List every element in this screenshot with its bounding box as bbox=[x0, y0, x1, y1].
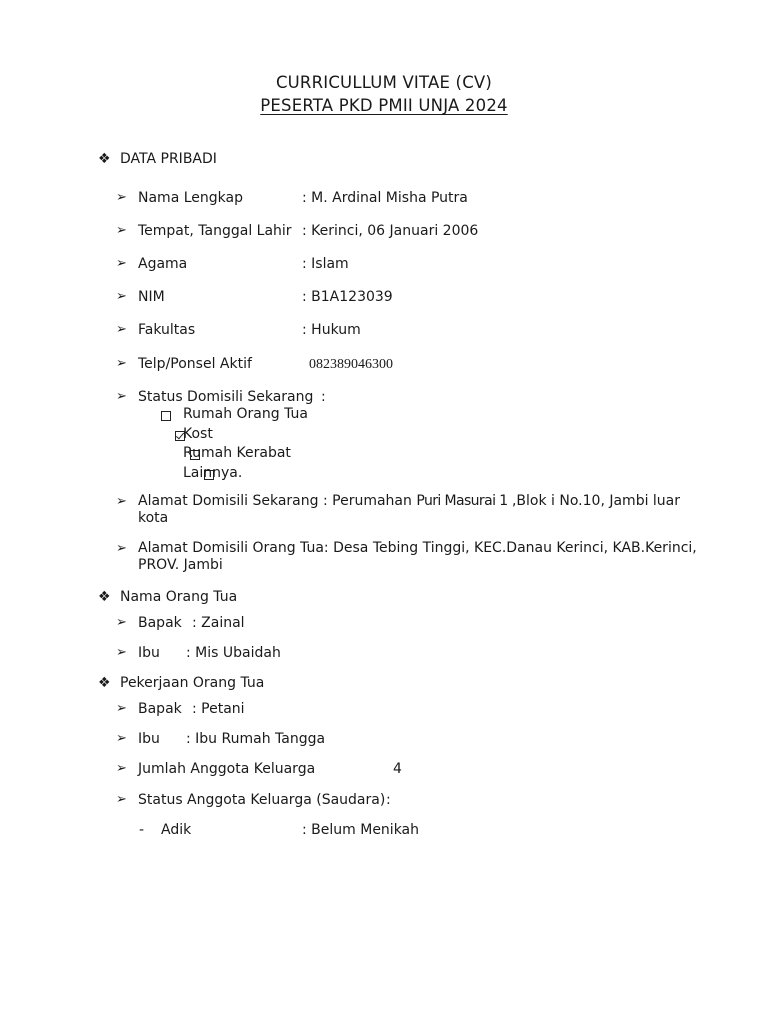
label-sibling-status: Status Anggota Keluarga (Saudara) bbox=[138, 792, 386, 808]
current-address-prefix: : Perumahan bbox=[322, 493, 417, 509]
label-father: Bapak bbox=[138, 615, 182, 631]
arrow-bullet-icon: ➢ bbox=[116, 494, 127, 509]
document-title: CURRICULLUM VITAE (CV) bbox=[275, 73, 493, 92]
parent-address: Alamat Domisili Orang Tua: Desa Tebing Tinggi, KEC.Danau Kerinci, KAB.Kerinci, PROV. Jambi bbox=[138, 540, 697, 573]
arrow-bullet-icon: ➢ bbox=[116, 356, 127, 371]
domicile-option: Kost bbox=[183, 426, 213, 442]
label-phone: Telp/Ponsel Aktif bbox=[138, 356, 252, 372]
label-family-count: Jumlah Anggota Keluarga bbox=[138, 761, 316, 777]
diamond-bullet-icon: ❖ bbox=[98, 675, 111, 691]
value-family-count: 4 bbox=[393, 761, 402, 777]
arrow-bullet-icon: ➢ bbox=[116, 190, 127, 205]
value-full-name: : M. Ardinal Misha Putra bbox=[302, 190, 468, 206]
arrow-bullet-icon: ➢ bbox=[116, 731, 127, 746]
value-sibling-status: : Belum Menikah bbox=[302, 822, 420, 838]
label-faculty: Fakultas bbox=[138, 322, 196, 338]
arrow-bullet-icon: ➢ bbox=[116, 792, 127, 807]
label-religion: Agama bbox=[138, 256, 188, 272]
label-father-job: Bapak bbox=[138, 701, 182, 717]
value-faculty: : Hukum bbox=[302, 322, 361, 338]
arrow-bullet-icon: ➢ bbox=[116, 701, 127, 716]
arrow-bullet-icon: ➢ bbox=[116, 615, 127, 630]
value-birth: : Kerinci, 06 Januari 2006 bbox=[302, 223, 479, 239]
arrow-bullet-icon: ➢ bbox=[116, 541, 127, 556]
label-mother-job: Ibu bbox=[138, 731, 160, 747]
checkbox-icon bbox=[161, 411, 171, 421]
label-sibling: Adik bbox=[161, 822, 192, 838]
section-heading-personal: DATA PRIBADI bbox=[120, 151, 217, 167]
value-religion: : Islam bbox=[302, 256, 349, 272]
diamond-bullet-icon: ❖ bbox=[98, 589, 111, 605]
current-address bbox=[138, 493, 683, 527]
label-mother: Ibu bbox=[138, 645, 160, 661]
value-nim: : B1A123039 bbox=[302, 289, 393, 305]
arrow-bullet-icon: ➢ bbox=[116, 761, 127, 776]
label-full-name: Nama Lengkap bbox=[138, 190, 243, 206]
arrow-bullet-icon: ➢ bbox=[116, 223, 127, 238]
label-current-address: Alamat Domisili Sekarang bbox=[138, 493, 319, 509]
value-father-name: : Zainal bbox=[192, 615, 245, 631]
value-phone: 082389046300 bbox=[309, 357, 393, 372]
domicile-status-colon: : bbox=[321, 389, 326, 405]
section-heading-jobs: Pekerjaan Orang Tua bbox=[120, 675, 265, 691]
diamond-bullet-icon: ❖ bbox=[98, 151, 111, 167]
arrow-bullet-icon: ➢ bbox=[116, 256, 127, 271]
dash-bullet: - bbox=[139, 822, 145, 838]
document-subtitle: PESERTA PKD PMII UNJA 2024 bbox=[260, 96, 508, 115]
label-birth: Tempat, Tanggal Lahir bbox=[138, 223, 292, 239]
value-mother-name: : Mis Ubaidah bbox=[186, 645, 281, 661]
sibling-status-colon: : bbox=[386, 792, 391, 808]
label-nim: NIM bbox=[138, 289, 165, 305]
domicile-option: Lainnya. bbox=[183, 465, 243, 481]
current-address-street: Puri Masurai 1 bbox=[416, 493, 508, 509]
section-heading-parents: Nama Orang Tua bbox=[120, 589, 238, 605]
arrow-bullet-icon: ➢ bbox=[116, 289, 127, 304]
arrow-bullet-icon: ➢ bbox=[116, 389, 127, 404]
arrow-bullet-icon: ➢ bbox=[116, 645, 127, 660]
domicile-option: Rumah Orang Tua bbox=[183, 406, 308, 422]
current-address-suffix: ,Blok i No.10, Jambi luar kota bbox=[138, 493, 681, 526]
value-mother-job: : Ibu Rumah Tangga bbox=[186, 731, 326, 747]
arrow-bullet-icon: ➢ bbox=[116, 322, 127, 337]
domicile-option: Rumah Kerabat bbox=[183, 445, 291, 461]
label-domicile-status: Status Domisili Sekarang bbox=[138, 389, 314, 405]
value-father-job: : Petani bbox=[192, 701, 245, 717]
